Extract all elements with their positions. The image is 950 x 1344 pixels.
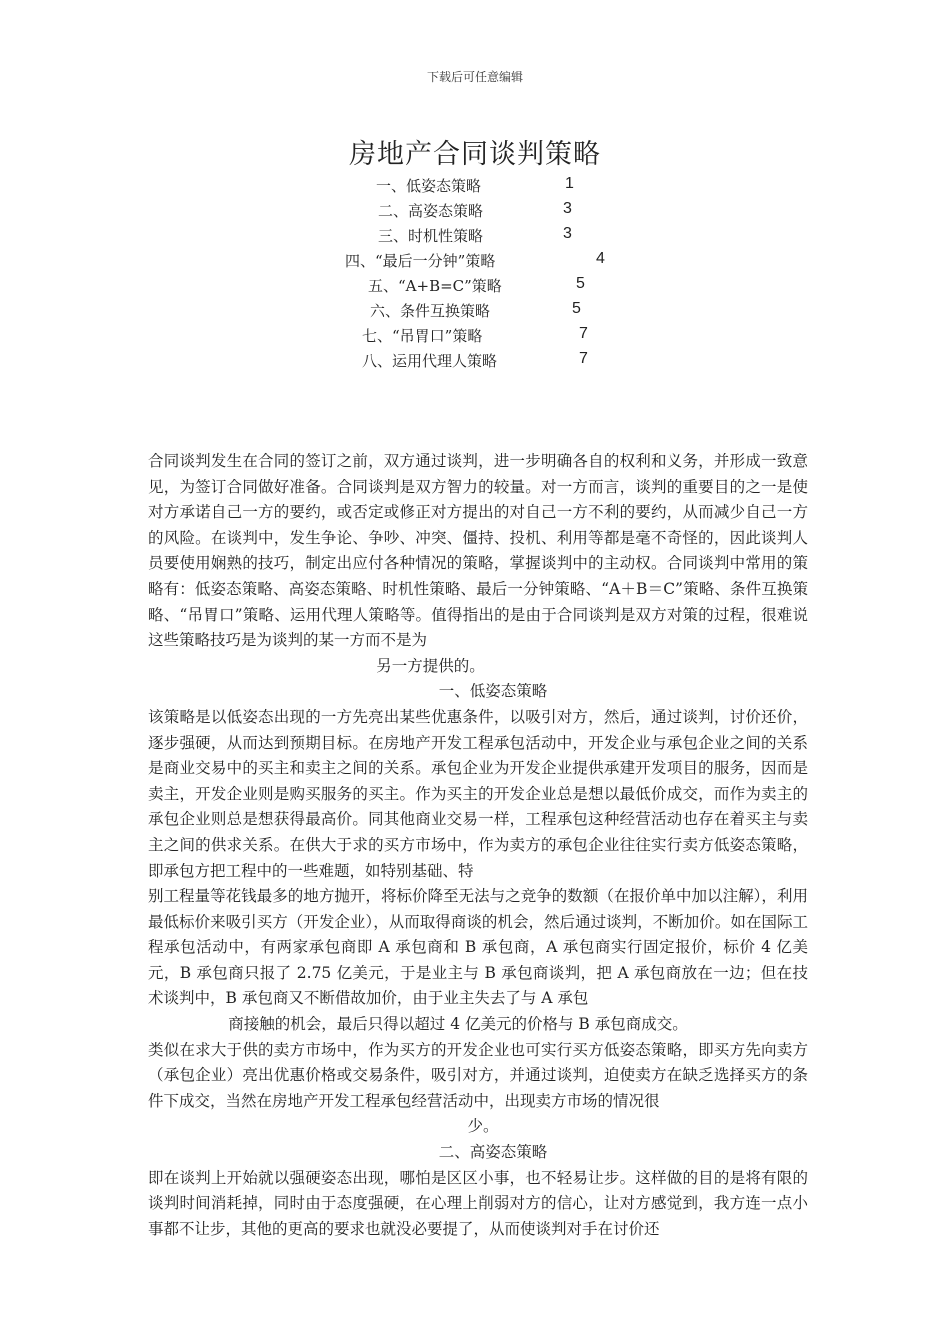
intro-paragraph: 合同谈判发生在合同的签订之前，双方通过谈判，进一步明确各自的权利和义务，并形成一致意见，为签订合同做好准备。合同谈判是双方智力的较量。对一方而言，谈判的重要目的之一是使对方承诺自己一方的要约，或否定或修正对方提出的对自己一方不利的要约，从而减少自己一方的风险。在谈判中，发生争论、争吵、冲突、僵持、投机、利用等都是毫不奇怪的，因此谈判人员要使用娴熟的技巧，制定出应付各种情况的策略，掌握谈判中的主动权。合同谈判中常用的策略有：低姿态策略、高姿态策略、时机性策略、最后一分钟策略、“A＋B＝C”策略、条件互换策略、“吊胃口”策略、运用代理人策略等。值得指出的是由于合同谈判是双方对策的过程，很难说这些策略技巧是为谈判的某一方而不是为: [148, 452, 808, 650]
toc-item-page: 3: [563, 200, 572, 217]
page-header-note: 下载后可任意编辑: [426, 70, 523, 84]
toc-item: [376, 175, 574, 200]
toc-item-page: 5: [576, 275, 585, 292]
toc-item-label: 五、“A+B=C”策略: [368, 277, 502, 295]
toc-item: [345, 250, 605, 275]
intro-paragraph-end: 另一方提供的。: [376, 656, 485, 675]
toc-item: [362, 350, 588, 375]
document-title: 房地产合同谈判策略: [349, 139, 601, 170]
toc-item: [378, 225, 572, 250]
toc-item-page: 1: [565, 175, 574, 192]
section1-paragraph: 该策略是以低姿态出现的一方先亮出某些优惠条件，以吸引对方，然后，通过谈判，讨价还价，逐步强硬，从而达到预期目标。在房地产开发工程承包活动中，开发企业与承包企业之间的关系是商业交易中的买主和卖主之间的关系。承包企业为开发企业提供承建开发项目的服务，因而是卖主，开发企业则是购买服务的买主。作为买主的开发企业总是想以最低价成交，而作为卖主的承包企业则总是想获得最高价。同其他商业交易一样，工程承包这种经营活动也存在着买主与卖主之间的供求关系。在供大于求的买方市场中，作为卖方的承包企业往往实行卖方低姿态策略，即承包方把工程中的一些难题，如特别基础、特: [148, 707, 808, 880]
toc-item: [378, 200, 572, 225]
section1-paragraph-2: 类似在求大于供的卖方市场中，作为买方的开发企业也可实行买方低姿态策略，即买方先向卖方（承包企业）亮出优惠价格或交易条件，吸引对方，并通过谈判，迫使卖方在缺乏选择买方的条件下成交，当然在房地产开发工程承包经营活动中，出现卖方市场的情况很: [148, 1040, 808, 1110]
toc-item: [370, 300, 581, 325]
toc-item-label: 四、“最后一分钟”策略: [345, 252, 496, 270]
toc-item-label: 三、时机性策略: [378, 227, 484, 245]
document-body: [148, 449, 808, 1242]
toc-item-page: 3: [563, 225, 572, 242]
toc-item-page: 7: [579, 325, 588, 342]
toc-item-page: 4: [596, 250, 605, 267]
section-heading: 二、高姿态策略: [438, 1143, 548, 1162]
section1-paragraph-2-end: 少。: [467, 1117, 499, 1136]
toc-item-label: 七、“吊胃口”策略: [362, 327, 483, 345]
section2-paragraph: 即在谈判上开始就以强硬姿态出现，哪怕是区区小事，也不轻易让步。这样做的目的是将有限的谈判时间消耗掉，同时由于态度强硬，在心理上削弱对方的信心，让对方感觉到，我方连一点小事都不让步，其他的更高的要求也就没必要提了，从而使谈判对手在讨价还: [148, 1168, 808, 1238]
toc-item-page: 7: [579, 350, 588, 367]
section1-paragraph-cont: 别工程量等花钱最多的地方抛开，将标价降至无法与之竞争的数额（在报价单中加以注解），利用最低标价来吸引买方（开发企业），从而取得商谈的机会，然后通过谈判，不断加价。如在国际工程承包活动中，有两家承包商即 A 承包商和 B 承包商，A 承包商实行固定报价，标价 4 亿美元，B 承包商只报了 2.75 亿美元，于是业主与 B 承包商谈判，把 A 承包商放在一边；但在技术谈判中，B 承包商又不断借故加价，由于业主失去了与 A 承包: [148, 887, 808, 1008]
toc-item-label: 八、运用代理人策略: [362, 352, 498, 370]
toc-item: [362, 325, 588, 350]
section1-paragraph-end: 商接触的机会，最后只得以超过 4 亿美元的价格与 B 承包商成交。: [228, 1015, 688, 1034]
toc-item-label: 二、高姿态策略: [378, 202, 484, 220]
toc-item-page: 5: [572, 300, 581, 317]
toc-item-label: 一、低姿态策略: [376, 177, 482, 195]
toc-item-label: 六、条件互换策略: [370, 302, 491, 320]
toc-item: [368, 275, 585, 300]
section-heading: 一、低姿态策略: [438, 682, 548, 701]
